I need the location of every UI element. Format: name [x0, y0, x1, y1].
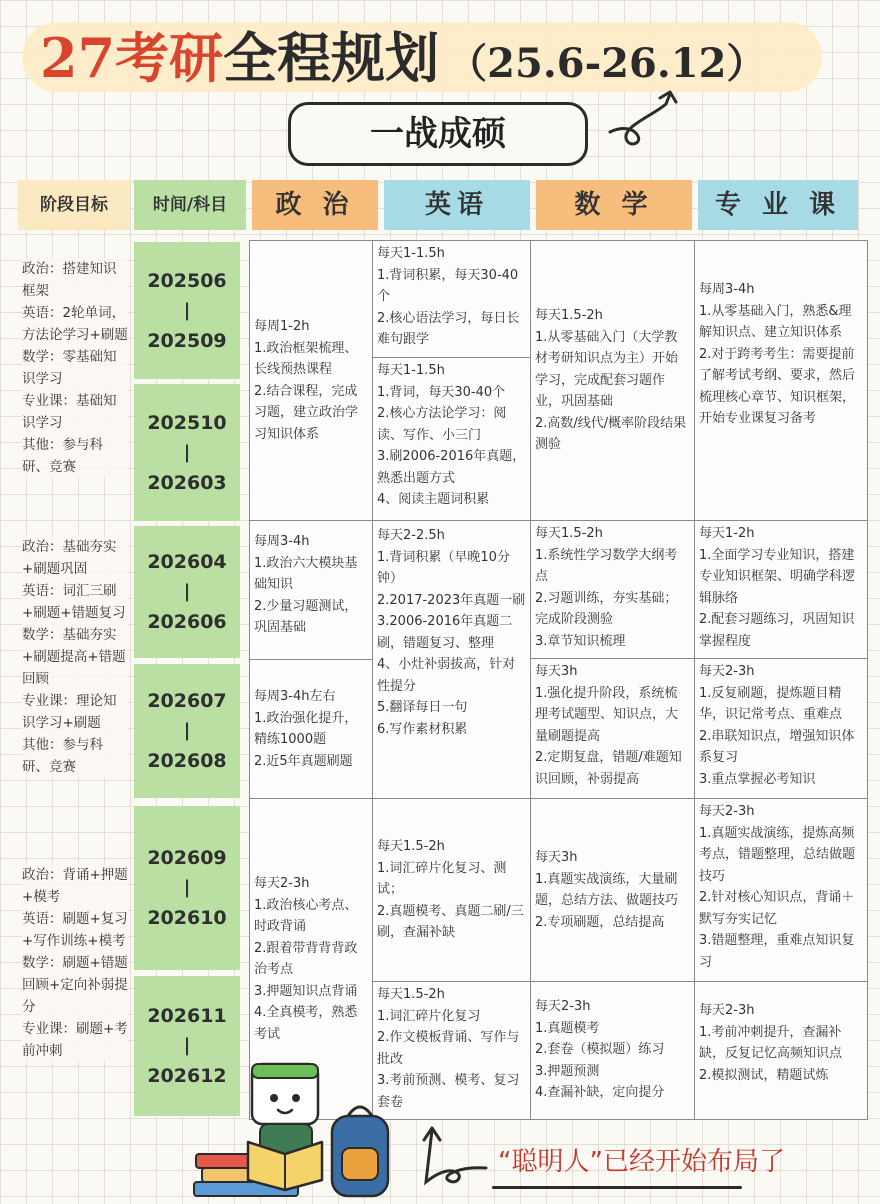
- period-start: 202607: [147, 690, 227, 712]
- goal-item: 英语：刷题+复习+写作训练+模考: [22, 911, 128, 949]
- math-cell-3: [530, 658, 695, 799]
- cell-line: 1.政治框架梳理、长线预热课程: [254, 340, 358, 377]
- english-cell-1: [372, 240, 531, 358]
- cell-line: 2.针对核心知识点，背诵＋默写夯实记忆: [699, 890, 855, 927]
- cell-line: 2.高数/线代/概率阶段结果测验: [535, 415, 687, 453]
- cell-line: 1.词汇碎片化复习: [377, 1008, 481, 1024]
- cell-line: 1.政治六大模块基础知识: [254, 555, 358, 592]
- goal-item: 政治：基础夯实+刷题巩固: [22, 539, 117, 577]
- cell-line: 2.习题训练，夯实基础；完成阶段测验: [535, 590, 678, 627]
- cell-line: 3.章节知识梳理: [535, 633, 626, 649]
- period-end: 202606: [147, 611, 227, 633]
- cell-line: 2.套卷（模拟题）练习: [535, 1042, 665, 1057]
- cell-line: 2.对于跨考考生：需要提前了解考试考纲、要求，然后梳理核心章节、知识框架，开始专业课复习备考: [699, 346, 856, 426]
- header-goal: 阶段目标: [18, 180, 130, 230]
- cell-line: 2.核心方法论学习：阅读、写作、小三门: [377, 406, 507, 443]
- cell-line: 每天2-3h: [535, 999, 591, 1014]
- page-title: [40, 18, 840, 98]
- cell-line: 1.词汇碎片化复习、测试；: [377, 860, 507, 898]
- period-separator: |: [183, 441, 191, 463]
- math-cell-5: [530, 981, 695, 1120]
- period-202506: [134, 242, 240, 379]
- cell-line: 1.真题实战演练，提炼高频考点，错题整理，总结做题技巧: [699, 825, 856, 884]
- cell-line: 3.刷2006-2016年真题，熟悉出题方式: [377, 449, 526, 486]
- period-202604: [134, 526, 240, 658]
- english-cell-2: [372, 357, 531, 521]
- title-dates: （25.6-26.12）: [447, 40, 767, 87]
- period-end: 202610: [147, 907, 227, 929]
- cell-line: 1.系统性学习数学大纲考点: [535, 547, 678, 584]
- cell-line: 4、小灶补弱拔高，针对性提分: [377, 657, 516, 694]
- cell-line: 2.2017-2023年真题一刷: [377, 592, 526, 608]
- cell-line: 1.政治强化提升，精练1000题: [254, 710, 358, 747]
- goal-item: 政治：搭建知识框架: [22, 261, 117, 299]
- period-202607: [134, 664, 240, 798]
- period-separator: |: [183, 877, 191, 898]
- cell-line: 3.考前预测、模考、复习套卷: [377, 1073, 520, 1110]
- major-cell-1: [694, 240, 868, 521]
- goal-block-3: [22, 864, 128, 1062]
- period-start: 202609: [147, 847, 227, 869]
- goal-item: 英语：2轮单词，方法论学习+刷题: [22, 305, 128, 343]
- math-cell-4: [530, 798, 695, 982]
- cell-line: 每天1-2h: [699, 526, 755, 541]
- period-separator: |: [183, 581, 191, 602]
- header-time: 时间/科目: [134, 180, 246, 230]
- cell-line: 2.少量习题测试，巩固基础: [254, 598, 358, 635]
- period-202609: [134, 806, 240, 970]
- goal-item: 专业课：刷题+考前冲刺: [22, 1021, 128, 1059]
- header-politics: 政 治: [252, 180, 378, 230]
- goal-item: 专业课：基础知识学习: [22, 393, 117, 431]
- cell-line: 1.从零基础入门（大学教材考研知识点为主）开始学习，完成配套习题作业，巩固基础: [535, 329, 679, 410]
- cell-line: 1.反复刷题，提炼题目精华，识记常考点、重难点: [699, 685, 843, 722]
- slogan-text: “聪明人”已经开始布局了: [498, 1147, 785, 1177]
- header-math: 数 学: [536, 180, 692, 230]
- cell-line: 1.背词积累，每天30-40个: [377, 267, 519, 304]
- cell-line: 每天1.5-2h: [377, 987, 445, 1002]
- cell-line: 4.全真模考，熟悉考试: [254, 1005, 358, 1042]
- english-cell-3: [372, 520, 531, 799]
- period-separator: |: [183, 720, 191, 741]
- cell-line: 2.近5年真题刷题: [254, 753, 353, 769]
- cell-line: 1.背词，每天30-40个: [377, 384, 506, 400]
- goal-item: 英语：词汇三刷+刷题+错题复习: [22, 583, 126, 621]
- politics-cell-2: [249, 520, 373, 660]
- cell-line: 1.强化提升阶段，系统梳理考试题型、知识点，大量刷题提高: [535, 685, 679, 744]
- major-cell-4: [694, 798, 868, 982]
- cell-line: 1.从零基础入门，熟悉&理解知识点、建立知识体系: [699, 303, 852, 340]
- cell-line: 2.跟着带背背背政治考点: [254, 940, 358, 977]
- period-start: 202506: [147, 269, 227, 292]
- curl-arrow-icon: [412, 1122, 492, 1192]
- cell-line: 2.真题模考、真题二刷/三刷，查漏补缺: [377, 903, 524, 941]
- cell-line: 2.定期复盘，错题/难题知识回顾，补弱提高: [535, 750, 682, 787]
- cell-line: 6.写作素材积累: [377, 721, 468, 737]
- cell-line: 1.政治核心考点、时政背诵: [254, 897, 358, 934]
- period-end: 202608: [147, 750, 227, 772]
- cell-line: 1.考前冲刺提升，查漏补缺，反复记忆高频知识点: [699, 1024, 843, 1061]
- cell-line: 2.结合课程，完成习题，建立政治学习知识体系: [254, 383, 359, 442]
- period-end: 202612: [147, 1065, 227, 1087]
- cell-line: 1.背词积累（早晚10分钟）: [377, 549, 510, 586]
- cell-line: 3.押题知识点背诵: [254, 983, 358, 999]
- student-reading-books-icon: [190, 1058, 400, 1202]
- cell-line: 每天1-1.5h: [377, 246, 445, 261]
- period-end: 202509: [147, 329, 227, 352]
- cell-line: 每天2-3h: [699, 1003, 755, 1018]
- major-cell-2: [694, 520, 868, 659]
- cell-line: 每天2-3h: [254, 876, 310, 891]
- goal-item: 政治：背诵+押题+模考: [22, 867, 128, 905]
- major-cell-5: [694, 981, 868, 1120]
- cell-line: 4.查漏补缺，定向提分: [535, 1085, 665, 1100]
- header-major: 专 业 课: [698, 180, 858, 230]
- cell-line: 每天3h: [535, 850, 578, 865]
- goal-item: 数学：基础夯实+刷题提高+错题回顾: [22, 627, 126, 687]
- cell-line: 每天1.5-2h: [377, 839, 445, 855]
- cell-line: 2.配套习题练习，巩固知识掌握程度: [699, 612, 855, 649]
- period-end: 202603: [147, 471, 227, 494]
- politics-cell-1: [249, 240, 373, 521]
- period-start: 202510: [147, 411, 227, 434]
- cell-line: 3.错题整理，重难点知识复习: [699, 933, 855, 970]
- slogan-underline: [492, 1186, 742, 1189]
- subtitle-badge: 一战成硕: [288, 102, 588, 166]
- cell-line: 每天2-2.5h: [377, 528, 445, 543]
- major-cell-3: [694, 658, 868, 799]
- cell-line: 4、阅读主题词积累: [377, 492, 490, 507]
- cell-line: 每天1-1.5h: [377, 363, 445, 378]
- politics-cell-3: [249, 659, 373, 799]
- period-separator: |: [183, 299, 191, 321]
- goal-block-1: [22, 258, 128, 478]
- cell-line: 每天3h: [535, 664, 578, 679]
- period-202510: [134, 384, 240, 521]
- cell-line: 每天1.5-2h: [535, 308, 603, 324]
- cell-line: 每周1-2h: [254, 319, 310, 334]
- cell-line: 每周3-4h左右: [254, 689, 336, 704]
- cell-line: 每天1.5-2h: [535, 526, 603, 541]
- goal-item: 其他：参与科研、竞赛: [22, 737, 103, 775]
- cell-line: 2.作文模板背诵、写作与批改: [377, 1030, 520, 1067]
- cell-line: 3.2006-2016年真题二刷，错题复习、整理: [377, 614, 513, 651]
- curl-arrow-icon: [604, 86, 694, 156]
- goal-item: 数学：刷题+错题回顾+定向补弱提分: [22, 955, 128, 1015]
- english-cell-4: [372, 798, 531, 982]
- cell-line: 1.真题模考: [535, 1020, 600, 1036]
- cell-line: 2.串联知识点，增强知识体系复习: [699, 728, 855, 765]
- cell-line: 5.翻译每日一句: [377, 700, 468, 715]
- title-main: 全程规划: [223, 26, 440, 90]
- period-separator: |: [183, 1035, 191, 1056]
- header-english: 英语: [384, 180, 530, 230]
- math-cell-1: [530, 240, 695, 521]
- cell-line: 每天2-3h: [699, 804, 755, 819]
- goal-item: 数学：零基础知识学习: [22, 349, 117, 387]
- cell-line: 1.全面学习专业知识，搭建专业知识框架、明确学科逻辑脉络: [699, 547, 856, 606]
- cell-line: 每天2-3h: [699, 664, 755, 679]
- cell-line: 2.专项刷题，总结提高: [535, 914, 665, 930]
- title-exam: 27考研: [40, 26, 224, 90]
- cell-line: 每周3-4h: [254, 534, 310, 549]
- goal-item: 其他：参与科研、竞赛: [22, 437, 103, 475]
- cell-line: 1.真题实战演练，大量刷题，总结方法、做题技巧: [535, 871, 679, 908]
- period-start: 202611: [147, 1005, 227, 1027]
- cell-line: 3.重点掌握必考知识: [699, 771, 816, 787]
- goal-item: 专业课：理论知识学习+刷题: [22, 693, 117, 731]
- goal-block-2: [22, 536, 128, 778]
- period-start: 202604: [147, 551, 227, 573]
- math-cell-2: [530, 520, 695, 659]
- cell-line: 每周3-4h: [699, 282, 755, 297]
- cell-line: 2.核心语法学习，每日长难句跟学: [377, 310, 520, 347]
- cell-line: 3.押题预测: [535, 1063, 600, 1079]
- cell-line: 2.模拟测试，精题试炼: [699, 1067, 829, 1083]
